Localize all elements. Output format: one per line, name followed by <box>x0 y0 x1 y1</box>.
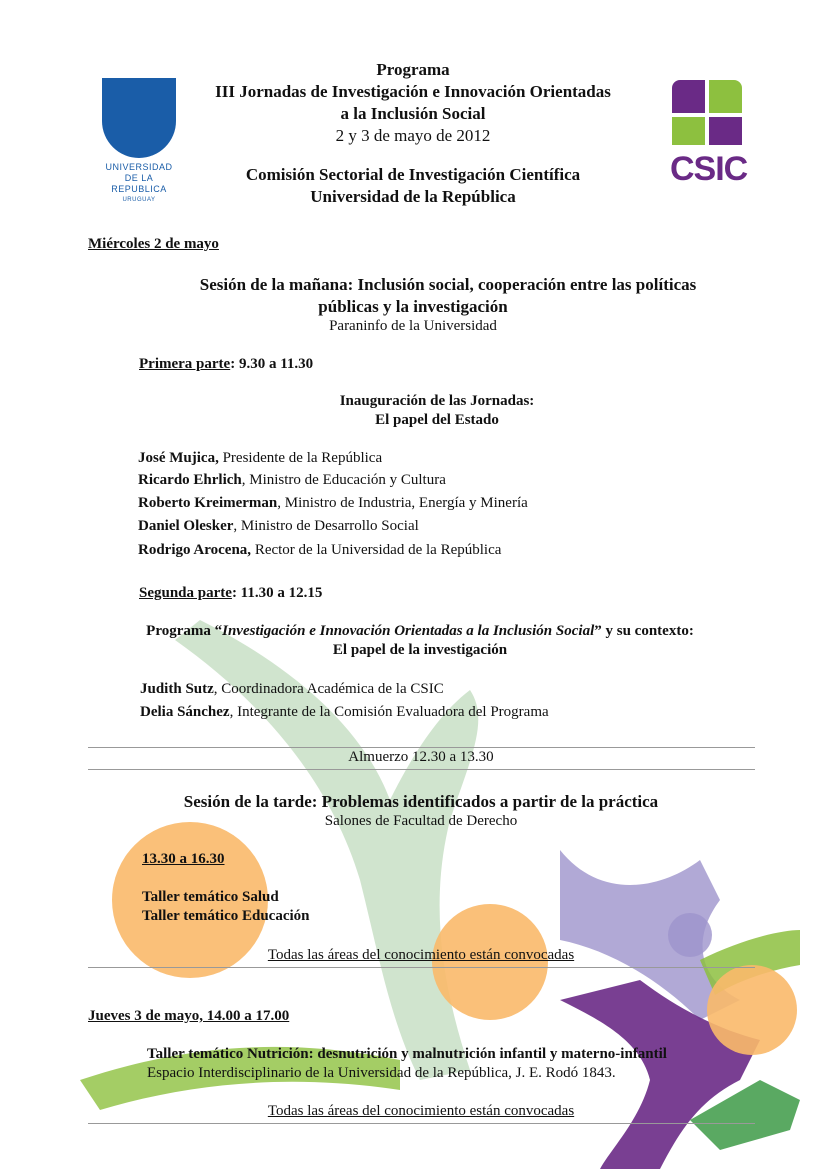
session-time: 13.30 a 16.30 <box>142 851 225 867</box>
session-title: Sesión de la tarde: Problemas identificados a partir de la práctica <box>183 792 659 811</box>
event-title: III Jornadas de Investigación e Innovación Orientadas <box>215 82 611 101</box>
event-dates: 2 y 3 de mayo de 2012 <box>335 126 491 145</box>
part-label: Segunda parte <box>139 585 232 601</box>
page-title: Programa <box>376 60 450 79</box>
speaker <box>138 472 446 489</box>
part-heading <box>139 585 322 602</box>
speaker-name: Judith Sutz <box>140 681 214 697</box>
logo-text: DE LA REPUBLICA <box>111 173 167 194</box>
speaker <box>138 450 382 467</box>
divider <box>88 967 755 968</box>
workshop-venue: Espacio Interdisciplinario de la Universidad de la República, J. E. Rodó 1843. <box>147 1065 616 1081</box>
session-venue: Paraninfo de la Universidad <box>329 318 497 334</box>
logo-text: UNIVERSIDAD <box>105 162 173 172</box>
subheading: El papel de la investigación <box>332 642 508 658</box>
workshop: Taller temático Nutrición: desnutrición y malnutrición infantil y materno-infantil <box>147 1046 667 1062</box>
part-heading <box>139 356 313 373</box>
org-name: Universidad de la República <box>310 187 516 206</box>
session-title: Sesión de la mañana: Inclusión social, cooperación entre las políticas <box>199 275 697 294</box>
workshop: Taller temático Salud <box>142 889 279 905</box>
logo-text: URUGUAY <box>122 197 156 203</box>
divider <box>88 747 755 748</box>
subheading: El papel del Estado <box>375 412 499 428</box>
subheading <box>7 623 826 640</box>
speaker-role: , Ministro de Desarrollo Social <box>233 518 419 534</box>
speaker-role: , Ministro de Educación y Cultura <box>241 472 446 488</box>
program-name: Investigación e Innovación Orientadas a la Inclusión Social <box>222 623 595 639</box>
subheading-text: Programa “ <box>146 623 223 639</box>
day-heading: Jueves 3 de mayo, 14.00 a 17.00 <box>88 1008 290 1024</box>
speaker-role: , Integrante de la Comisión Evaluadora del Programa <box>229 704 549 720</box>
speaker <box>138 495 528 512</box>
speaker-name: Rodrigo Arocena, <box>138 542 252 558</box>
speaker-name: Roberto Kreimerman <box>138 495 278 511</box>
org-name: Comisión Sectorial de Investigación Científica <box>245 165 581 184</box>
speaker-name: Delia Sánchez <box>140 704 230 720</box>
lunch-break: Almuerzo 12.30 a 13.30 <box>348 749 494 765</box>
convocation-note: Todas las áreas del conocimiento están convocadas <box>267 947 575 963</box>
speaker <box>140 681 444 698</box>
workshop: Taller temático Educación <box>142 908 310 924</box>
orange-circle-right <box>707 965 797 1055</box>
session-title: públicas y la investigación <box>318 297 508 316</box>
speaker-role: , Ministro de Industria, Energía y Minería <box>277 495 528 511</box>
speaker-name: Daniel Olesker <box>138 518 234 534</box>
speaker-role: Rector de la Universidad de la República <box>251 542 502 558</box>
speaker-role: Presidente de la República <box>218 450 383 466</box>
subheading-text: ” y su contexto: <box>594 623 694 639</box>
speaker-name: Ricardo Ehrlich <box>138 472 242 488</box>
divider <box>88 1123 755 1124</box>
logo-text: CSIC <box>670 150 748 188</box>
part-time: : 9.30 a 11.30 <box>230 356 314 372</box>
speaker <box>138 518 419 535</box>
speaker-name: José Mujica, <box>138 450 219 466</box>
part-time: : 11.30 a 12.15 <box>231 585 323 601</box>
subheading: Inauguración de las Jornadas: <box>339 393 535 409</box>
speaker <box>138 542 501 559</box>
speaker-role: , Coordinadora Académica de la CSIC <box>213 681 444 697</box>
divider <box>88 769 755 770</box>
convocation-note: Todas las áreas del conocimiento están convocadas <box>267 1103 575 1119</box>
part-label: Primera parte <box>139 356 231 372</box>
session-venue: Salones de Facultad de Derecho <box>324 813 518 829</box>
event-title: a la Inclusión Social <box>340 104 486 123</box>
day-heading: Miércoles 2 de mayo <box>88 236 219 252</box>
speaker <box>140 704 549 721</box>
